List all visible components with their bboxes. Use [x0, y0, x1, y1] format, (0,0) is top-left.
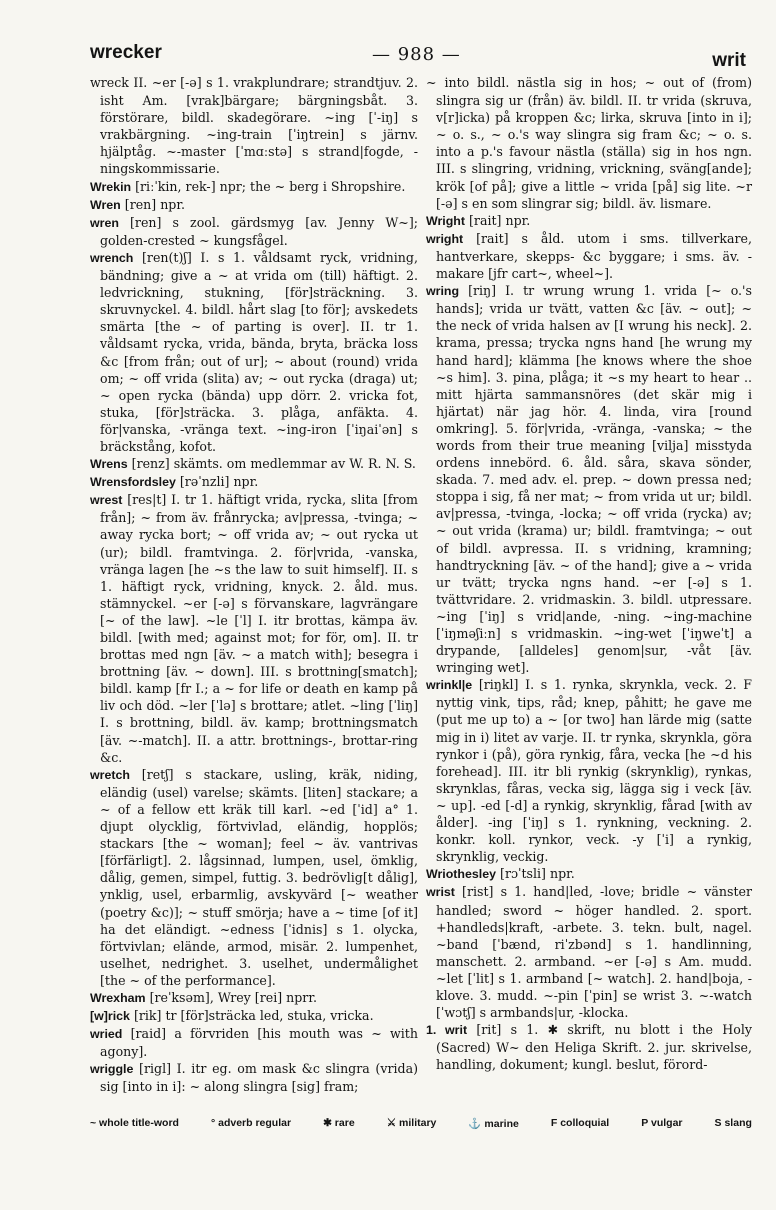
dictionary-entry — [426, 1021, 752, 1073]
entry-headword: wrench — [90, 250, 134, 265]
entry-text: [riːˈkin, rek-] npr; the ~ berg i Shropshire. — [135, 178, 406, 194]
right-column — [426, 74, 752, 1073]
legend-item: F colloquial — [550, 1117, 610, 1129]
entry-headword: 1. writ — [426, 1023, 468, 1038]
legend-item: ⚔ military — [386, 1117, 437, 1129]
page-header — [0, 38, 776, 78]
dictionary-entry — [90, 249, 418, 455]
dictionary-entry — [90, 1007, 418, 1025]
entry-text: [rait] npr. — [469, 212, 531, 228]
entry-headword: wriggle — [90, 1062, 134, 1077]
entry-headword: wrist — [426, 885, 455, 900]
entry-text: [rist] s 1. hand|led, -love; bridle ~ vänster handled; sword ~ höger handled. 2. sport. +handleds|kraft, -arbete. 3. tekn. bult, nagel. ~band [ˈbænd, riˈzbənd] s 1. handlinning, manschett. 2. armband. ~er [-ə] s Am. mudd. ~let [ˈlit] s 1. armband [~ watch]. 2. hand|boja, -klove. 3. mudd. ~-pin [ˈpin] se wrist 3. ~-watch [ˈwɔtʃ] s armbands|ur, -klocka. — [436, 884, 752, 1021]
entry-headword: [w]rick — [90, 1009, 130, 1024]
legend-item: P vulgar — [641, 1117, 683, 1129]
entry-headword: wring — [426, 284, 460, 299]
dictionary-entry — [90, 74, 418, 178]
dictionary-entry — [426, 282, 752, 676]
entry-headword: Wrexham — [90, 990, 146, 1005]
entry-text: [riŋkl] I. s 1. rynka, skrynkla, veck. 2. F nyttig vink, tips, råd; knep, påhitt; he gave me (put me up to) a ~ [or two] han lärde mig (satte mig in i) litet av varje. II. tr rynka, skrynkla, göra rynkor i (på), göra rynkig, fåra, vecka [he ~d his forehead]. III. itr bli rynkig (skrynklig), rynkas, skrynklas, fåras, vecka sig, lägga sig i veck [äv. ~ up]. -ed [-d] a rynkig, skrynklig, fårad [with av ålder]. -ing [ˈiŋ] s 1. rynkning, veckning. 2. konkr. koll. rynkor, veck. -y [ˈi] a rynkig, skrynklig, veckig. — [436, 677, 752, 865]
entry-headword: Wrens — [90, 457, 128, 472]
entry-text: [rait] s åld. utom i sms. tillverkare, hantverkare, skepps- &c byggare; i sms. äv. -makare [jfr cart~, wheel~]. — [436, 230, 752, 282]
dictionary-entry — [426, 230, 752, 282]
entry-text: [retʃ] s stackare, usling, kräk, niding, eländig (usel) varelse; skämts. [liten] stackare; a ~ of a fellow ett kräk till karl. ~ed [ˈid] a° 1. djupt olycklig, förtvivlad, eländig, hopplös; stackars [the ~ woman]; feel ~ äv. vantrivas [förfärligt]. 2. lågsinnad, lumpen, usel, ömklig, dålig, gemen, simpel, futtig. 3. bedrövlig[t dålig], ynklig, usel, erbarmlig, avskyvärd [~ weather (poetry &c)]; ~ stuff smörja; have a ~ time [of it] ha det eländigt. ~edness [ˈidnis] s 1. olycka, förtvivlan; elände, armod, misär. 2. lumpenhet, uselhet, nedrighet. 3. uselhet, undermålighet [the ~ of the performance]. — [100, 766, 418, 988]
dictionary-entry — [90, 1060, 418, 1095]
legend-item: ✱ rare — [323, 1117, 355, 1129]
entry-text: [reˈksəm], Wrey [rei] nprr. — [149, 989, 317, 1005]
dictionary-entry — [90, 214, 418, 249]
entry-headword: Wriothesley — [426, 867, 497, 882]
header-right-guide-word: writ — [712, 50, 746, 71]
dictionary-entry — [90, 196, 418, 214]
entry-text: [raid] a förvriden [his mouth was ~ with agony]. — [100, 1026, 418, 1060]
legend-item: ~ whole title-word — [90, 1117, 179, 1129]
entry-headword: Wren — [90, 197, 121, 212]
entry-text: [res|t] I. tr 1. häftigt vrida, rycka, slita [from från]; ~ from äv. frånrycka; av|pressa, -tvinga; ~ away rycka bort; ~ off vrida av; ~ out rycka ut (ur); bildl. framtvinga. 2. för|vrida, -vanska, vränga lagen [he ~s the law to suit himself]. II. s 1. häftigt ryck, vridning, knyck. 2. åld. mus. stämnyckel. ~er [-ə] s förvanskare, lagvrängare [~ of the law]. ~le [ˈl] I. itr brottas, kämpa äv. bildl. [with med; against mot; for för, om]. II. tr brottas med ngn [äv. ~ a match with]; besegra i brottning [äv. ~ down]. III. s brottning[smatch]; bildl. kamp [fr I.; a ~ for life or death en kamp på liv och död. ~ler [ˈlə] s brottare; atlet. ~ling [ˈliŋ] I. s brottning, bildl. äv. kamp; brottningsmatch [äv. ~-match]. II. a attr. brottnings-, brottar-ring &c. — [100, 492, 418, 765]
dictionary-entry — [90, 455, 418, 473]
legend-item: ° adverb regular — [211, 1117, 292, 1129]
entry-headword: wren — [90, 215, 119, 230]
entry-text: [renz] skämts. om medlemmar av W. R. N. S. — [131, 456, 416, 472]
header-left-guide-word: wrecker — [90, 42, 162, 63]
entry-headword: wrest — [90, 493, 123, 508]
entry-text: [riŋ] I. tr wrung wrung 1. vrida [~ o.'s hands]; vrida ur tvätt, vatten &c [äv. ~ out]; ~ the neck of vrida halsen av [I wrung his neck]. 2. krama, pressa; trycka ngns hand [he wrung my hand hard]; klämma [he knows where the shoe ~s him]. 3. pina, plåga; it ~s my heart to hear .. mitt hjärta sammansnöres (det skär mig i hjärtat) när jag hör. 4. linda, vira [round omkring]. 5. för|vrida, -vränga, -vanska; ~ the words from their true meaning [vilja] misstyda ordens innebörd. 6. åld. såra, skava sönder, skada. 7. med adv. el. prep. ~ down pressa ned; stoppa i sig, få ner mat; ~ from vrida ut ur; bildl. av|pressa, -tvinga, -locka; ~ off vrida (rycka) av; ~ out vrida (krama) ur; bildl. framtvinga; ~ out of bildl. avpressa. II. s vridning, kramning; handtryckning [äv. ~ of the hand]; give a ~ vrida ur tvätt; trycka ngns hand. ~er [-ə] s 1. tvättvridare. 2. vridmaskin. 3. bildl. utpressare. ~ing [ˈiŋ] s vrid|ande, -ning. ~ing-machine [ˈiŋməʃiːn] s vridmaskin. ~ing-wet [ˈiŋweˈt] a drypande, [alldeles] genom|sur, -våt [äv. wringing wet]. — [436, 283, 752, 676]
entry-headword: wretch — [90, 767, 130, 782]
entry-headword: wried — [90, 1027, 123, 1042]
entry-headword: wright — [426, 231, 464, 246]
dictionary-entry — [90, 178, 418, 196]
left-column — [90, 74, 418, 1096]
dictionary-entry — [426, 74, 752, 212]
entry-text: [ren(t)ʃ] I. s 1. våldsamt ryck, vridning, bändning; give a ~ at vrida om (till) häftigt. 2. ledvrickning, stukning, [för]sträckning. 3. skruvnyckel. 4. bildl. hårt slag [to för]; avskedets smärta [the ~ of parting is over]. II. tr 1. våldsamt rycka, vrida, bända, bryta, bräcka loss &c [from från; out of ur]; ~ about (round) vrida om; ~ off vrida (slita) av; ~ out rycka (draga) ut; ~ open rycka (bända) upp dörr. 2. vricka fot, stuka, [för]sträcka. 3. plåga, anfäkta. 4. för|vanska, -vränga text. ~ing-iron [ˈiŋaiˈən] s bräckstång, kofot. — [100, 249, 418, 454]
dictionary-entry — [426, 883, 752, 1021]
entry-text: [ren] npr. — [124, 196, 186, 212]
dictionary-entry — [90, 766, 418, 989]
legend-item: S slang — [714, 1117, 752, 1129]
dictionary-entry — [426, 676, 752, 865]
entry-headword: wrinkl|e — [426, 678, 473, 693]
entry-text: [rɔˈtsli] npr. — [500, 866, 575, 882]
entry-text: [rigl] I. itr eg. om mask &c slingra (vrida) sig [into in i]: ~ along slingra [sig] fram; — [100, 1061, 418, 1095]
dictionary-entry — [90, 491, 418, 766]
dictionary-entry — [90, 1025, 418, 1060]
legend-item: ⚓ marine — [468, 1118, 519, 1130]
entry-headword: Wrensfordsley — [90, 475, 176, 490]
entry-headword: Wright — [426, 213, 465, 228]
page-number: — 988 — — [372, 44, 461, 65]
entry-text: ~ into bildl. nästla sig in hos; ~ out of (from) slingra sig ur (från) äv. bildl. II. tr vrida (skruva, v[r]icka) på kroppen &c; lirka, skruva [into in i]; ~ o. s., ~ o.'s way slingra sig fram &c; ~ o. s. into a p.'s favour nästla (ställa) sig in hos ngn. III. s slingring, vridning, vrickning, sväng[ande]; krök [of på]; give a little ~ vrida [på] sig lite. ~r [-ə] s en som slingrar sig; bildl. äv. lismare. — [426, 75, 752, 211]
dictionary-entry — [90, 989, 418, 1007]
dictionary-entry — [426, 212, 752, 230]
entry-headword: Wrekin — [90, 179, 132, 194]
dictionary-entry — [90, 473, 418, 491]
entry-text: [rit] s 1. ✱ skrift, nu blott i the Holy (Sacred) W~ den Heliga Skrift. 2. jur. skrivelse, handling, dokument; kungl. beslut, förord- — [436, 1022, 752, 1073]
entry-text: [rəˈnzli] npr. — [179, 474, 259, 490]
entry-text: [ren] s zool. gärdsmyg [av. Jenny W~]; golden-crested ~ kungsfågel. — [100, 214, 418, 248]
dictionary-entry — [426, 865, 752, 883]
abbreviation-legend — [90, 1117, 752, 1130]
entry-text: wreck II. ~er [-ə] s 1. vrakplundrare; strandtjuv. 2. isht Am. [vrak]bärgare; bärgningsbåt. 3. förstörare, bildl. skadegörare. ~ing [ˈ-iŋ] s vrakbärgning. ~ing-train [ˈiŋtrein] s järnv. hjälptåg. ~-master [ˈmɑːstə] s strand|fogde, -ningskommissarie. — [90, 75, 418, 177]
entry-text: [rik] tr [för]sträcka led, stuka, vricka. — [133, 1008, 374, 1024]
